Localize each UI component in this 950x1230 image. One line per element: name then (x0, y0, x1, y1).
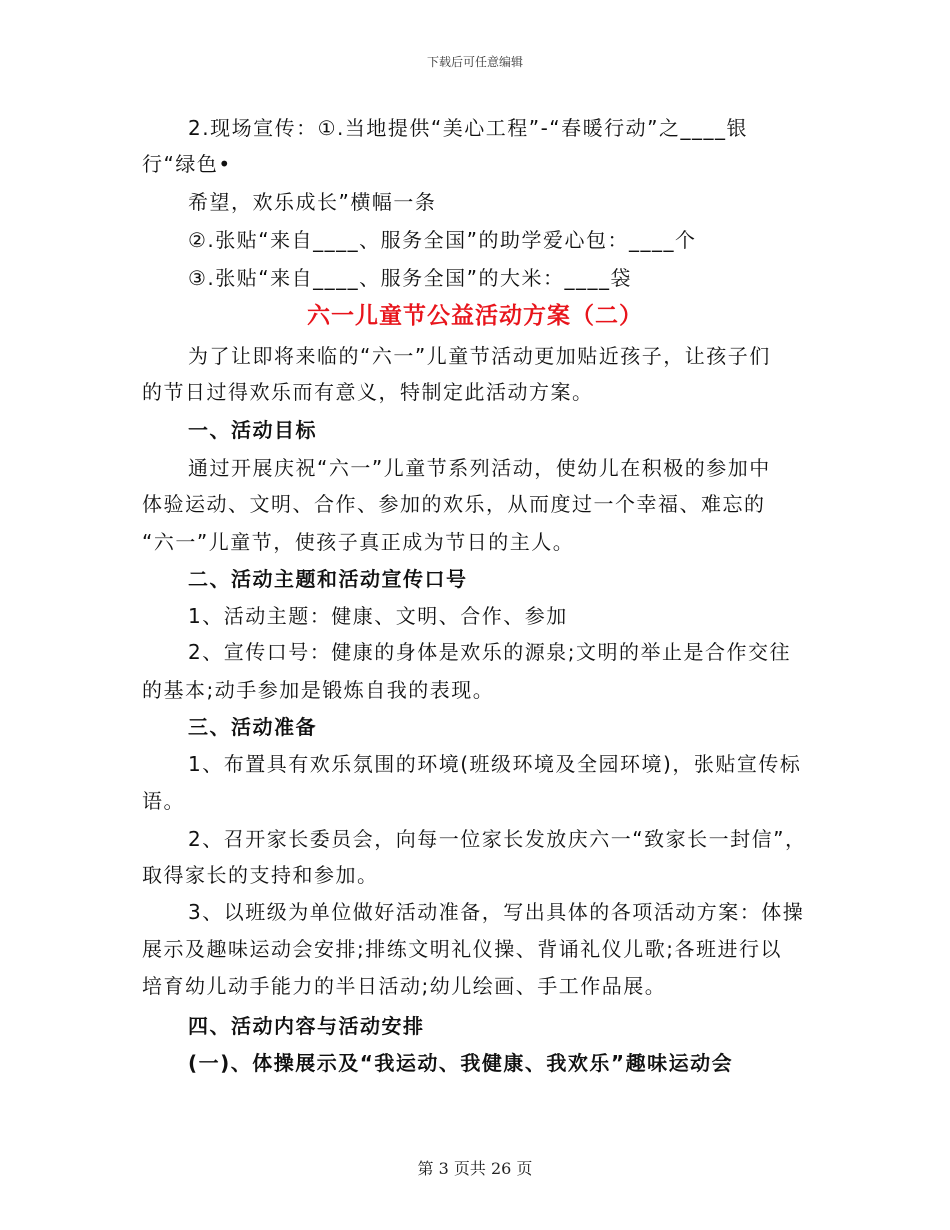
body-line: 行“绿色• (142, 152, 232, 176)
heading-preparation: 三、活动准备 (188, 715, 317, 739)
paragraph-line: 语。 (142, 789, 185, 813)
section-title: 六一儿童节公益活动方案（二） (307, 303, 643, 329)
body-line: 2.现场宣传：①.当地提供“美心工程”-“春暖行动”之____银 (188, 116, 749, 140)
paragraph-line: 的节日过得欢乐而有意义，特制定此活动方案。 (142, 380, 594, 404)
paragraph-line: 1、布置具有欢乐氛围的环境(班级环境及全园环境)，张贴宣传标 (188, 752, 802, 776)
heading-activity-goals: 一、活动目标 (188, 418, 317, 442)
heading-theme-slogan: 二、活动主题和活动宣传口号 (188, 567, 468, 591)
paragraph-line: 培育幼儿动手能力的半日活动;幼儿绘画、手工作品展。 (142, 974, 667, 998)
paragraph-line: 通过开展庆祝“六一”儿童节系列活动，使幼儿在积极的参加中 (188, 456, 771, 480)
body-line: ③.张贴“来自____、服务全国”的大米：____袋 (188, 266, 633, 290)
subheading-gymnastics: (一)、体操展示及“我运动、我健康、我欢乐”趣味运动会 (188, 1051, 734, 1075)
paragraph-line: 2、宣传口号：健康的身体是欢乐的源泉;文明的举止是合作交往 (188, 640, 791, 664)
paragraph-line: “六一”儿童节，使孩子真正成为节日的主人。 (142, 530, 575, 554)
body-line: 希望，欢乐成长”横幅一条 (188, 190, 437, 214)
paragraph-line: 2、召开家长委员会，向每一位家长发放庆六一“致家长一封信”， (188, 827, 807, 851)
paragraph-line: 为了让即将来临的“六一”儿童节活动更加贴近孩子，让孩子们 (188, 344, 771, 368)
page-footer: 第 3 页共 26 页 (417, 1159, 533, 1178)
heading-content-schedule: 四、活动内容与活动安排 (188, 1014, 425, 1038)
paragraph-line: 展示及趣味运动会安排;排练文明礼仪操、背诵礼仪儿歌;各班进行以 (142, 937, 782, 961)
paragraph-line: 体验运动、文明、合作、参加的欢乐，从而度过一个幸福、难忘的 (142, 492, 766, 516)
paragraph-line: 1、活动主题：健康、文明、合作、参加 (188, 604, 568, 628)
paragraph-line: 的基本;动手参加是锻炼自我的表现。 (142, 678, 495, 702)
paragraph-line: 取得家长的支持和参加。 (142, 863, 379, 887)
page-header: 下载后可任意编辑 (426, 55, 523, 69)
paragraph-line: 3、以班级为单位做好活动准备，写出具体的各项活动方案：体操 (188, 900, 805, 924)
body-line: ②.张贴“来自____、服务全国”的助学爱心包：____个 (188, 228, 697, 252)
